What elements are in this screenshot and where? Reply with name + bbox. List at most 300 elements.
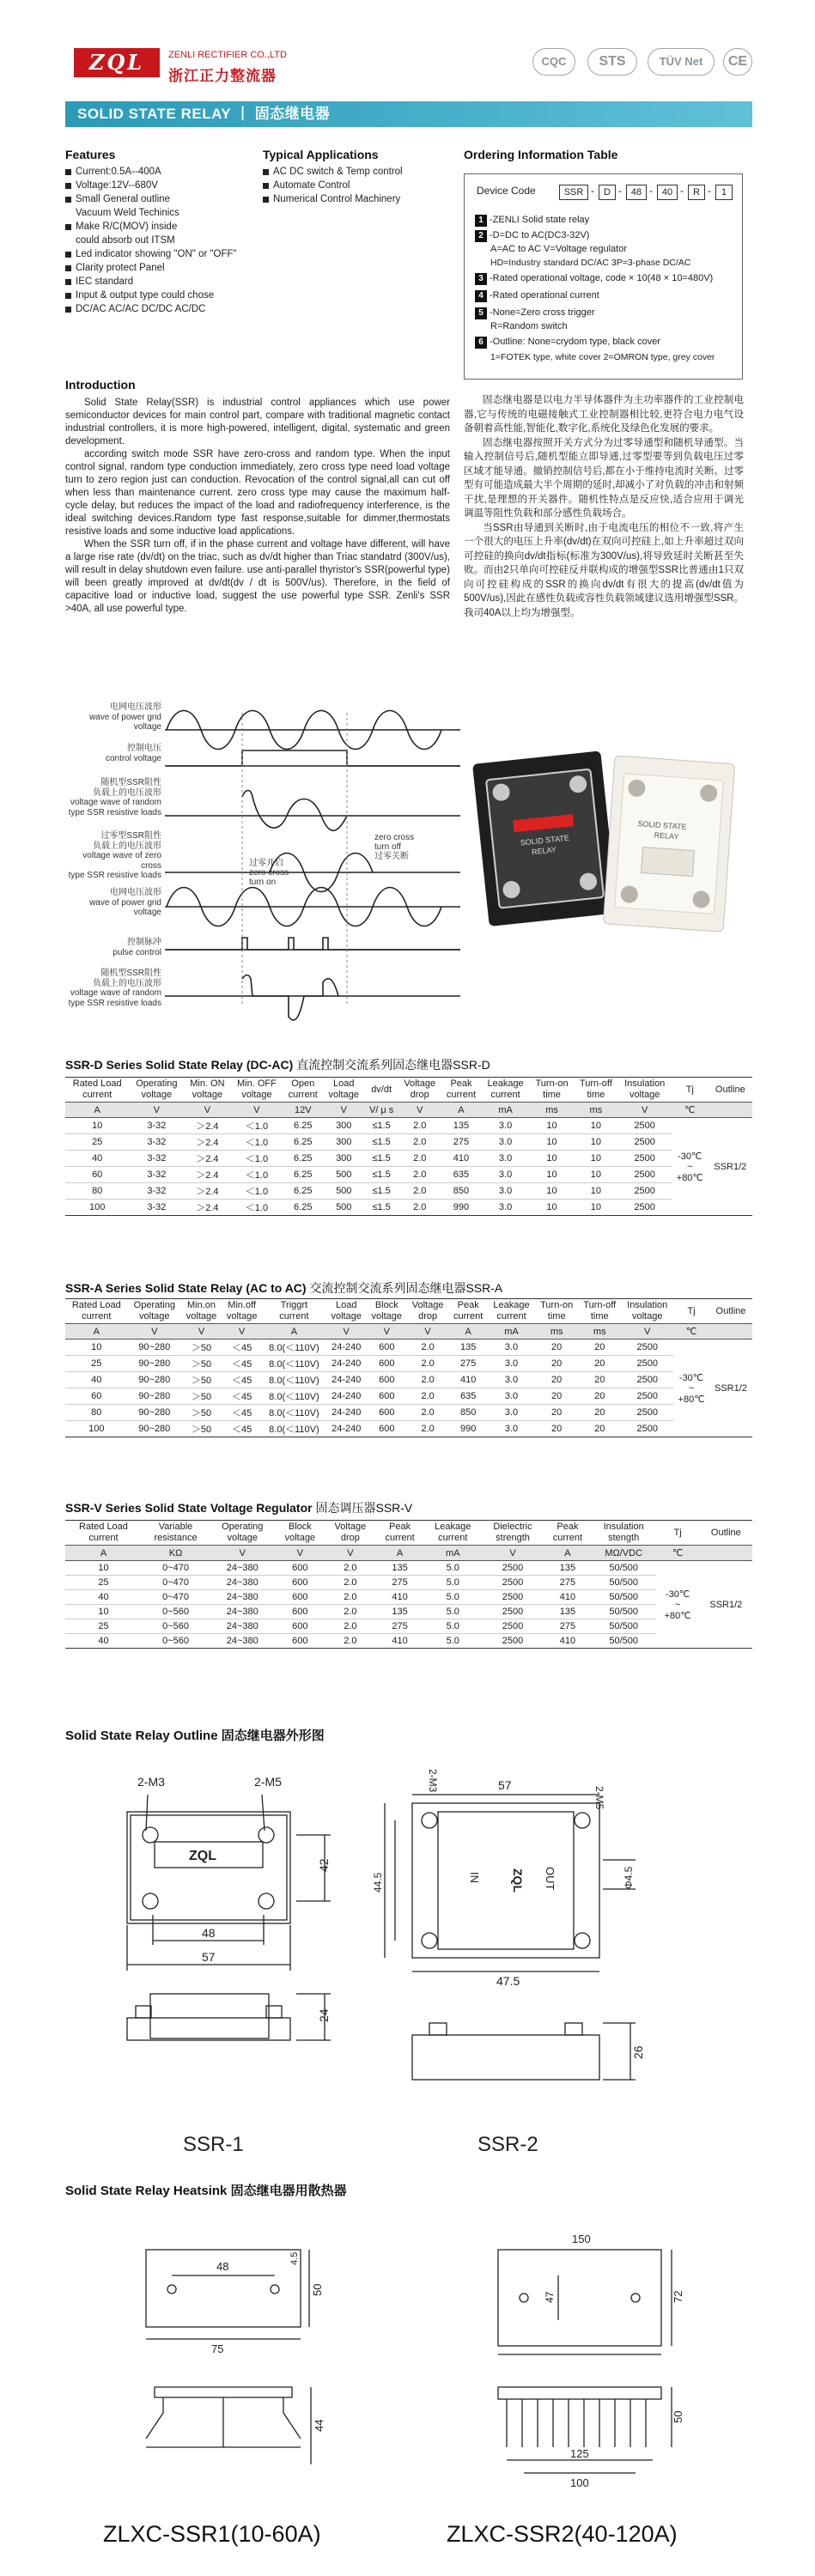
table-cell: 600: [275, 1619, 325, 1634]
table-cell: ＜45: [222, 1356, 262, 1372]
table-cell: 10: [574, 1151, 617, 1167]
code-cell: 1: [715, 185, 733, 200]
table-cell: 40: [65, 1372, 128, 1388]
table-cell: 0~560: [142, 1605, 210, 1619]
table-header: Turn-on time: [530, 1078, 574, 1103]
table-cell: 300: [323, 1151, 364, 1167]
table-cell: 90~280: [128, 1388, 181, 1405]
ssr-d-spec-table: [65, 1077, 752, 1216]
table-cell: ＞50: [181, 1372, 222, 1388]
table-cell: 2.0: [325, 1634, 375, 1649]
table-cell: 90~280: [128, 1356, 181, 1372]
table-cell: 2.0: [407, 1372, 449, 1388]
table-header: Open current: [283, 1078, 323, 1103]
tj-cell: -30℃ ~ +80℃: [656, 1561, 700, 1649]
table-cell: 300: [323, 1134, 364, 1151]
table-header: Leakage current: [424, 1521, 483, 1546]
table-cell: 135: [376, 1561, 424, 1576]
table-header: Outline: [709, 1299, 752, 1324]
feature-item: DC/AC AC/AC DC/DC AC/DC: [65, 302, 237, 316]
unit-cell: A: [544, 1546, 592, 1561]
unit-cell: V: [398, 1103, 441, 1118]
unit-cell: V: [367, 1324, 407, 1340]
table-cell: 2.0: [398, 1134, 441, 1151]
table-cell: 2500: [482, 1634, 544, 1649]
table-cell: ＜45: [222, 1421, 262, 1437]
table-cell: 600: [367, 1356, 407, 1372]
table-cell: 10: [65, 1118, 129, 1134]
table-row: [65, 1372, 752, 1388]
unit-cell: V: [129, 1103, 184, 1118]
unit-cell: A: [441, 1103, 482, 1118]
table-row: [65, 1388, 752, 1405]
table-cell: ≤1.5: [364, 1200, 398, 1216]
table-row: [65, 1619, 752, 1634]
table-cell: 2500: [617, 1167, 671, 1183]
ssr-a-spec-table: [65, 1298, 752, 1437]
table-cell: 24~380: [210, 1590, 275, 1605]
table-cell: 3.0: [481, 1151, 529, 1167]
wave-label: 随机型SSR阻性 负载上的电压波形 voltage wave of random type SSR resistive loads: [68, 969, 161, 1008]
order-row: 5 -None=Zero cross trigger: [475, 307, 595, 319]
table-cell: 135: [376, 1605, 424, 1619]
introduction-cn-text: [464, 393, 744, 620]
cqc-cert-icon: CQC: [532, 48, 575, 76]
svg-text:SOLID STATE: SOLID STATE: [637, 819, 687, 832]
table-cell: 3.0: [488, 1356, 535, 1372]
dim-label: 44.5: [372, 1872, 384, 1893]
ssr1-logo: ZQL: [189, 1849, 216, 1863]
table-cell: 2500: [617, 1183, 671, 1200]
table-cell: ＞50: [181, 1405, 222, 1421]
table-cell: 135: [544, 1561, 592, 1576]
application-item: Automate Control: [263, 179, 452, 192]
table-header: Rated Load current: [65, 1299, 128, 1324]
table-header: Peak current: [376, 1521, 424, 1546]
dim-label: 4.5: [289, 2251, 300, 2265]
table-header: Operating voltage: [210, 1521, 275, 1546]
table-cell: ≤1.5: [364, 1118, 398, 1134]
table-cell: ≤1.5: [364, 1151, 398, 1167]
table-cell: 5.0: [424, 1619, 483, 1634]
table-cell: 635: [448, 1388, 488, 1405]
zero-cross-on-label: 过零开启 zero cross turn on: [249, 859, 289, 887]
unit-cell: A: [65, 1103, 129, 1118]
intro-paragraph: according switch mode SSR have zero-cross and random type. When the input control signal, random type conduction immediately, zero cross type need load voltage turn to zero region just can conduction. Revocation of the control signal,all can cut off when less than maintenance current. zero cross type may cause the maximum half-cycle delay, but reduces the impact of the load and radiofrequency interference, is the ideal switching devices.Random type fast response,suitable for dimmer,thermostats resistive loads and some inductive load applications.: [65, 449, 450, 537]
wave-label: 电网电压波形 wave of power grid voltage: [89, 702, 161, 732]
table-cell: ＜1.0: [230, 1134, 283, 1151]
table-cell: 10: [530, 1183, 574, 1200]
table-cell: 50/500: [592, 1634, 656, 1649]
table-header: Rated Load current: [65, 1078, 129, 1103]
table-cell: 24-240: [326, 1340, 367, 1356]
table-cell: 24~380: [210, 1576, 275, 1590]
table-cell: ＜1.0: [230, 1200, 283, 1216]
dim-label: 47.5: [496, 1974, 520, 1988]
code-cell: D: [599, 185, 616, 200]
table-header: Min. OFF voltage: [230, 1078, 283, 1103]
table-cell: 2.0: [398, 1151, 441, 1167]
tuv-cert-icon: TÜV Net: [648, 48, 715, 76]
dim-label: 2-M5: [254, 1775, 282, 1789]
dim-label: 50: [311, 2283, 324, 2296]
unit-cell: ℃: [672, 1103, 709, 1118]
table-cell: 410: [441, 1151, 482, 1167]
table-cell: 2.0: [325, 1619, 375, 1634]
unit-cell: A: [448, 1324, 488, 1340]
table-header: Outline: [700, 1521, 752, 1546]
unit-cell: mA: [488, 1324, 535, 1340]
zero-cross-off-label: zero cross turn off 过零关断: [374, 833, 415, 861]
table-row: [65, 1356, 752, 1372]
unit-cell: A: [376, 1546, 424, 1561]
table-header: Leakage current: [481, 1078, 529, 1103]
code-cell: 48: [626, 185, 647, 200]
table-cell: 990: [448, 1421, 488, 1437]
table-cell: 10: [530, 1118, 574, 1134]
outline-title: Solid State Relay Outline 固态继电器外形图: [65, 1728, 325, 1743]
table-cell: 135: [441, 1118, 482, 1134]
heatsink-title: Solid State Relay Heatsink 固态继电器用散热器: [65, 2184, 347, 2198]
table-row: [65, 1634, 752, 1649]
unit-cell: V: [326, 1324, 367, 1340]
dim-label: 26: [631, 2045, 645, 2059]
unit-cell: V: [184, 1103, 230, 1118]
table-cell: 600: [367, 1421, 407, 1437]
ssr1-outline-drawing: [86, 1760, 344, 2061]
ssr-v-spec-table: [65, 1520, 752, 1649]
product-photo: [464, 730, 747, 953]
table-cell: 24-240: [326, 1372, 367, 1388]
wave-label: 电网电压波形 wave of power grid voltage: [89, 888, 161, 917]
table-cell: 500: [323, 1200, 364, 1216]
table-header: Leakage current: [488, 1299, 535, 1324]
table-cell: 410: [544, 1590, 592, 1605]
table-cell: 135: [448, 1340, 488, 1356]
table-header: Peak current: [448, 1299, 488, 1324]
table-cell: 10: [530, 1167, 574, 1183]
unit-cell: V: [128, 1324, 181, 1340]
table-row: [65, 1183, 752, 1200]
table-row: [65, 1421, 752, 1437]
table-header: Load voltage: [323, 1078, 364, 1103]
outline-cell: SSR1/2: [709, 1340, 752, 1437]
table-cell: 600: [275, 1605, 325, 1619]
table-cell: 6.25: [283, 1151, 323, 1167]
unit-cell: mA: [424, 1546, 483, 1561]
table-row: [65, 1134, 752, 1151]
dim-label: 2-M5: [593, 1786, 605, 1810]
table-cell: 2500: [482, 1590, 544, 1605]
table-cell: 600: [275, 1576, 325, 1590]
intro-cn-paragraph: 当SSR由导通到关断时,由于电流电压的相位不一致,将产生一个很大的电压上升率(dv/dt)在双向可控硅上,如上升率超过双向可控硅的换向dv/dt指标(标准为300V/us),将导致延时关断甚至失败。而由2只单向可控硅反并联构成的增强型SSR比普通由1只双向可控硅构成的SSR的换向dv/dt有很大的提高(dv/dt值为500V/us),因此在感性负载或容性负载领域建议选用增强型SSR。我司40A以上均为增强型。: [464, 522, 744, 618]
table-cell: 50/500: [592, 1561, 656, 1576]
table-cell: 2500: [482, 1619, 544, 1634]
table-cell: 850: [448, 1405, 488, 1421]
table-cell: 275: [376, 1619, 424, 1634]
table-cell: 0~470: [142, 1561, 210, 1576]
table-cell: 2500: [621, 1405, 673, 1421]
table-cell: 600: [367, 1405, 407, 1421]
heatsink1-drawing: [129, 2215, 335, 2490]
table-cell: 40: [65, 1634, 142, 1649]
table-cell: 40: [65, 1151, 129, 1167]
table-cell: 8.0(＜110V): [262, 1421, 326, 1437]
table-cell: 24~380: [210, 1634, 275, 1649]
table-cell: 24-240: [326, 1405, 367, 1421]
feature-item: Vacuum Weld Techinics: [76, 208, 179, 218]
unit-cell: A: [65, 1546, 142, 1561]
dim-label: 47: [544, 2291, 556, 2303]
table-header: Turn-off time: [574, 1078, 617, 1103]
order-row: 2 -D=DC to AC(DC3-32V): [475, 229, 589, 242]
code-cell: 40: [657, 185, 678, 200]
table-cell: 10: [65, 1340, 128, 1356]
table-cell: 10: [530, 1134, 574, 1151]
table-cell: 10: [65, 1561, 142, 1576]
table-header: Min.off voltage: [222, 1299, 262, 1324]
table-cell: 2.0: [325, 1605, 375, 1619]
table-cell: 600: [367, 1340, 407, 1356]
order-row: 3 -Rated operational voltage, code × 10(48 × 10=480V): [475, 272, 713, 285]
table-cell: 275: [448, 1356, 488, 1372]
dim-label: Φ4.5: [623, 1866, 635, 1889]
table-cell: 3-32: [129, 1167, 184, 1183]
table-cell: 0~470: [142, 1590, 210, 1605]
unit-cell: ms: [578, 1324, 621, 1340]
dim-label: 75: [211, 2342, 224, 2355]
order-row: R=Random switch: [490, 321, 568, 331]
dim-label: 44: [313, 2419, 325, 2432]
table-cell: ＞50: [181, 1356, 222, 1372]
table-cell: 20: [578, 1405, 621, 1421]
heatsink2-label: ZLXC-SSR2(40-120A): [447, 2521, 678, 2547]
unit-cell: V: [407, 1324, 449, 1340]
unit-cell: [709, 1324, 752, 1340]
table-cell: ＜1.0: [230, 1118, 283, 1134]
unit-cell: A: [65, 1324, 128, 1340]
intro-paragraph: Solid State Relay(SSR) is industrial control appliances which use power semiconductor devices for main control part, compare with traditional magnetic contact industrial controllers, it is more high-powered, intelligent, digital, systematic and green development.: [65, 398, 450, 447]
table-header: Peak current: [544, 1521, 592, 1546]
table-row: [65, 1200, 752, 1216]
table-cell: 24~380: [210, 1605, 275, 1619]
table-cell: ＜45: [222, 1372, 262, 1388]
table-cell: 8.0(＜110V): [262, 1372, 326, 1388]
table-cell: ＞2.4: [184, 1134, 230, 1151]
table-cell: 60: [65, 1388, 128, 1405]
heatsink2-drawing: [472, 2215, 696, 2499]
table-cell: ≤1.5: [364, 1167, 398, 1183]
waveform-diagram: [65, 696, 460, 1030]
feature-item: could absorb out ITSM: [76, 235, 175, 246]
unit-cell: V: [275, 1546, 325, 1561]
table-cell: 3.0: [481, 1118, 529, 1134]
wave-label: 控制电压 control voltage: [105, 744, 161, 763]
ssr2-outline-drawing: [372, 1760, 653, 2104]
table-cell: ＞2.4: [184, 1167, 230, 1183]
ssr2-logo: ZQL: [511, 1868, 525, 1893]
table-header: Triggrt current: [262, 1299, 326, 1324]
dim-label: 57: [202, 1950, 216, 1964]
dim-label: 2-M3: [427, 1769, 439, 1793]
table-cell: 50/500: [592, 1590, 656, 1605]
table-header: Tj: [672, 1078, 709, 1103]
table-cell: 2500: [621, 1421, 673, 1437]
table-cell: ＜1.0: [230, 1183, 283, 1200]
features-list: [65, 165, 237, 316]
table-cell: 2500: [482, 1561, 544, 1576]
table-row: [65, 1576, 752, 1590]
ssr2-in-label: IN: [468, 1872, 481, 1883]
table-cell: 2500: [621, 1356, 673, 1372]
table-cell: 2.0: [407, 1388, 449, 1405]
table-row: [65, 1151, 752, 1167]
heatsink1-label: ZLXC-SSR1(10-60A): [103, 2521, 321, 2547]
unit-cell: V: [325, 1546, 375, 1561]
table-cell: 24~380: [210, 1561, 275, 1576]
table-cell: 2500: [621, 1372, 673, 1388]
table-cell: 3.0: [488, 1421, 535, 1437]
table-cell: 600: [367, 1388, 407, 1405]
device-code-label: Device Code: [477, 185, 536, 197]
introduction-text: [65, 397, 450, 616]
table-cell: 3.0: [481, 1200, 529, 1216]
ordering-heading: Ordering Information Table: [464, 148, 618, 161]
company-name-cn: 浙江正力整流器: [168, 68, 277, 84]
table-cell: 6.25: [283, 1183, 323, 1200]
table-cell: 100: [65, 1421, 128, 1437]
header: [0, 0, 815, 89]
table-cell: 3.0: [481, 1183, 529, 1200]
unit-cell: [709, 1103, 752, 1118]
order-row: A=AC to AC V=Voltage regulator: [490, 244, 627, 254]
order-row: HD=Industry standard DC/AC 3P=3-phase DC/AC: [490, 258, 691, 268]
table-cell: 8.0(＜110V): [262, 1356, 326, 1372]
table-cell: 6.25: [283, 1200, 323, 1216]
table-cell: 10: [574, 1134, 617, 1151]
table-header: Operating voltage: [128, 1299, 181, 1324]
table-cell: 2.0: [398, 1167, 441, 1183]
unit-cell: ms: [535, 1324, 578, 1340]
ordering-table: Device Code SSR - D - 48 - 40 - R - 1 1 -ZENLI Solid state relay 2 -D=DC to AC(DC3-32V) A=AC to AC V=Voltage regulator HD=Industry standard DC/AC 3P=3-phase DC/AC 3 -Rated operational voltage, code × 10(48 × 10=480V) 4 -Rated operational current 5 -None=Zero cross trigger R=Random switch 6 -Outline: None=crydom type, black cover 1=FOTEK type, white cover 2=OMRON type, grey cover: [464, 173, 743, 380]
table-cell: 5.0: [424, 1634, 483, 1649]
table-cell: 24-240: [326, 1388, 367, 1405]
table-cell: 20: [535, 1421, 578, 1437]
order-row: 4 -Rated operational current: [475, 289, 599, 302]
table-row: [65, 1590, 752, 1605]
table-cell: 500: [323, 1167, 364, 1183]
table-cell: 2.0: [398, 1200, 441, 1216]
table-cell: 20: [535, 1372, 578, 1388]
wave-label: 过零型SSR阻性 负载上的电压波形 voltage wave of zero cross type SSR resistive loads: [68, 831, 161, 880]
unit-cell: ℃: [656, 1546, 700, 1561]
table-cell: 2500: [621, 1340, 673, 1356]
table-cell: 2.0: [407, 1340, 449, 1356]
table-header: Block voltage: [367, 1299, 407, 1324]
table-cell: 20: [535, 1356, 578, 1372]
table-cell: 5.0: [424, 1576, 483, 1590]
table-a-title: SSR-A Series Solid State Relay (AC to AC) 交流控制交流系列固态继电器SSR-A: [65, 1281, 503, 1295]
table-cell: 3.0: [488, 1405, 535, 1421]
table-cell: 2500: [617, 1134, 671, 1151]
svg-text:SOLID STATE: SOLID STATE: [520, 833, 570, 848]
table-cell: ≤1.5: [364, 1134, 398, 1151]
table-cell: 50/500: [592, 1619, 656, 1634]
table-cell: ＞2.4: [184, 1118, 230, 1134]
order-row: 6 -Outline: None=crydom type, black cover: [475, 336, 660, 349]
table-cell: 3-32: [129, 1200, 184, 1216]
table-cell: 2.0: [407, 1421, 449, 1437]
table-header: Dielectric strength: [482, 1521, 544, 1546]
table-row: [65, 1605, 752, 1619]
intro-cn-paragraph: 固态继电器是以电力半导体器件为主功率器件的工业控制电器,它与传统的电磁接触式工业控制器相比较,更符合电力电气设备朝着高性能,智能化,数字化,系统化及绿色化发展的要求。: [464, 395, 744, 434]
table-cell: 20: [535, 1405, 578, 1421]
table-cell: 410: [376, 1634, 424, 1649]
unit-cell: V: [323, 1103, 364, 1118]
dim-label: 48: [216, 2260, 229, 2273]
ce-cert-icon: CE: [723, 48, 752, 76]
feature-item: Small General outline: [65, 192, 237, 206]
svg-text:RELAY: RELAY: [531, 845, 557, 857]
table-cell: 2500: [617, 1118, 671, 1134]
wave-label: 控制脉冲 pulse control: [113, 938, 161, 957]
unit-cell: A: [262, 1324, 326, 1340]
dim-label: 125: [570, 2447, 589, 2460]
table-cell: 2.0: [325, 1576, 375, 1590]
table-cell: 2.0: [407, 1405, 449, 1421]
unit-cell: ℃: [673, 1324, 709, 1340]
table-cell: 8.0(＜110V): [262, 1388, 326, 1405]
table-header: Voltage drop: [398, 1078, 441, 1103]
table-cell: 6.25: [283, 1167, 323, 1183]
table-cell: 5.0: [424, 1590, 483, 1605]
table-header: Min. ON voltage: [184, 1078, 230, 1103]
page-title: SOLID STATE RELAY 丨 固态继电器: [65, 101, 752, 127]
table-cell: 90~280: [128, 1421, 181, 1437]
table-cell: 2500: [482, 1605, 544, 1619]
table-cell: 10: [530, 1151, 574, 1167]
table-cell: 410: [376, 1590, 424, 1605]
table-cell: 3.0: [488, 1340, 535, 1356]
table-cell: 3.0: [481, 1134, 529, 1151]
table-cell: ＞50: [181, 1421, 222, 1437]
table-cell: 25: [65, 1356, 128, 1372]
company-name-en: ZENLI RECTIFIER CO.,LTD: [168, 50, 287, 60]
table-row: [65, 1405, 752, 1421]
table-cell: 5.0: [424, 1605, 483, 1619]
table-cell: 2500: [621, 1388, 673, 1405]
table-header: Load voltage: [326, 1299, 367, 1324]
table-header: Tj: [656, 1521, 700, 1546]
table-cell: 10: [574, 1183, 617, 1200]
unit-cell: ms: [574, 1103, 617, 1118]
table-cell: ＞2.4: [184, 1151, 230, 1167]
table-cell: 20: [578, 1421, 621, 1437]
table-header: Voltage drop: [325, 1521, 375, 1546]
table-cell: 600: [367, 1372, 407, 1388]
table-cell: ＜45: [222, 1340, 262, 1356]
table-row: [65, 1561, 752, 1576]
table-header: Rated Load current: [65, 1521, 142, 1546]
table-cell: 80: [65, 1405, 128, 1421]
ssr2-label: SSR-2: [477, 2133, 538, 2156]
dim-label: 72: [672, 2290, 684, 2303]
table-header: Turn-on time: [535, 1299, 578, 1324]
order-row: 1=FOTEK type, white cover 2=OMRON type, grey cover: [490, 352, 715, 362]
table-cell: ＜45: [222, 1405, 262, 1421]
table-cell: 6.25: [283, 1134, 323, 1151]
table-cell: 3.0: [481, 1167, 529, 1183]
